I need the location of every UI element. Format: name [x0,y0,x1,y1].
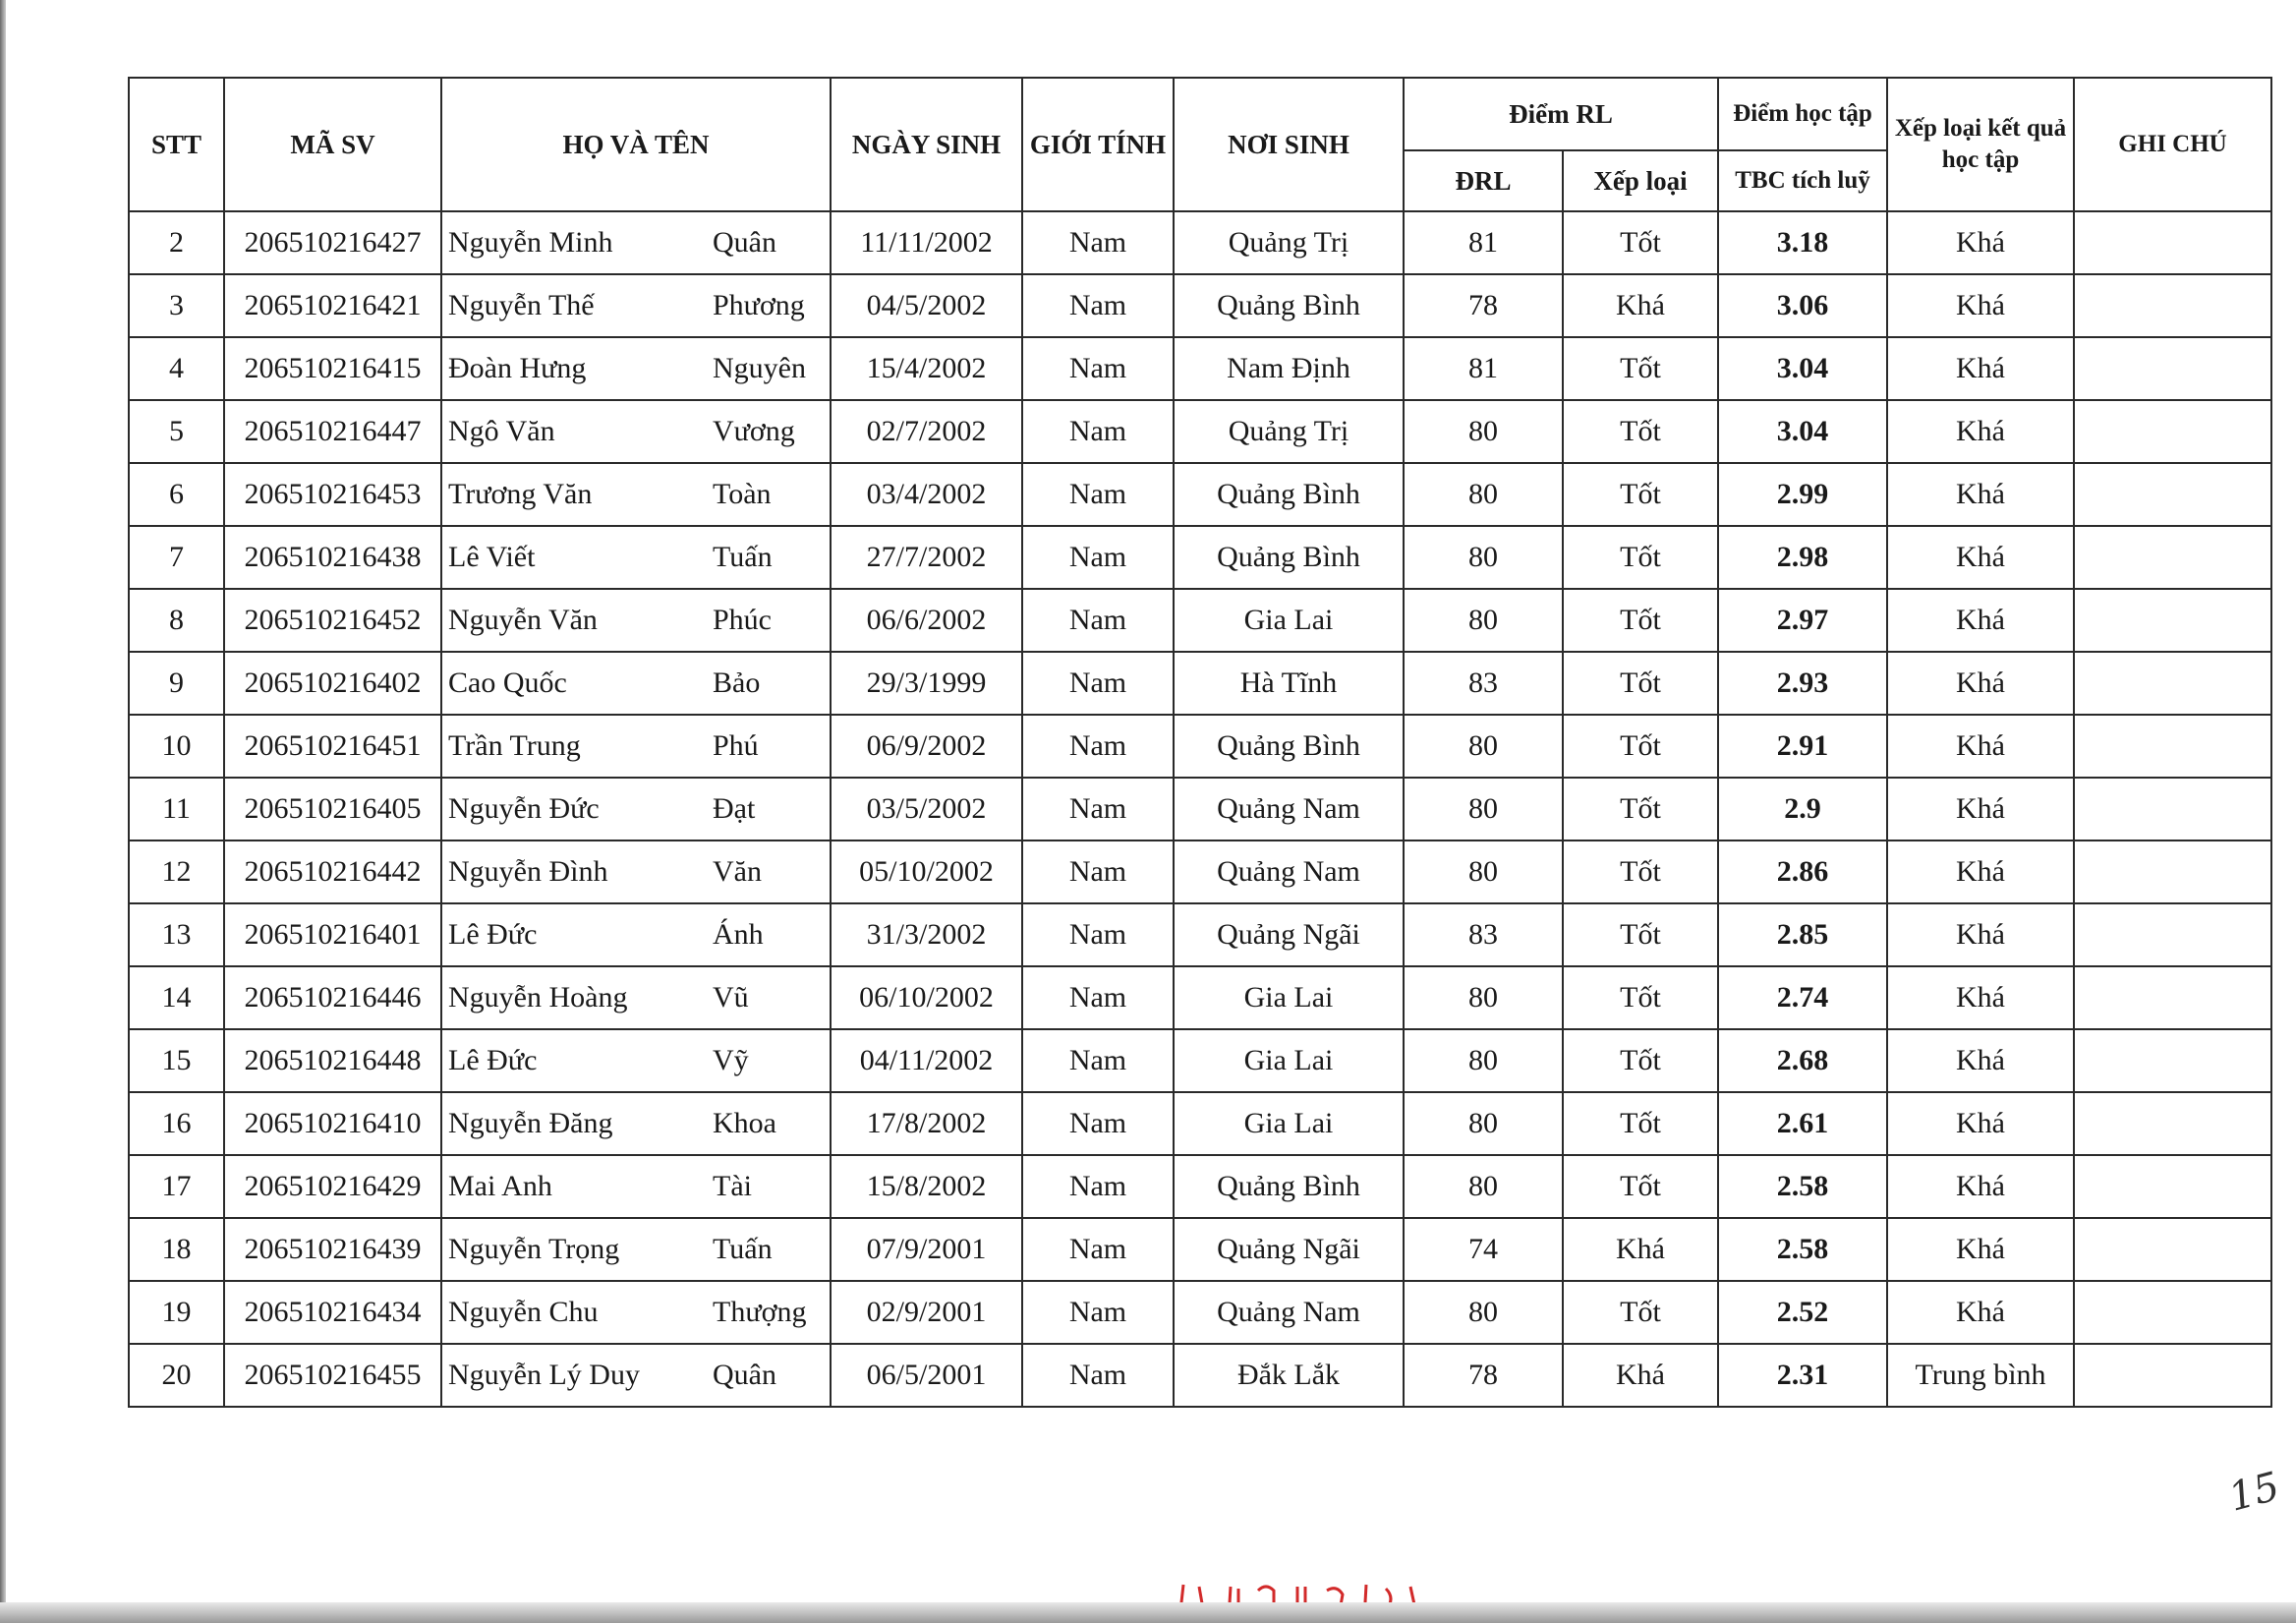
cell-ho-va-ten [441,1029,831,1092]
table-body [129,211,2271,1407]
student-given-name: Phú [713,729,759,762]
cell-ghi-chu [2074,274,2271,337]
student-family-name: Nguyễn Lý Duy [448,1359,640,1391]
cell-stt: 17 [129,1155,224,1218]
cell-drl: 80 [1404,589,1563,652]
cell-drl: 80 [1404,400,1563,463]
cell-gioi-tinh: Nam [1022,1029,1174,1092]
header-xep-loai: Xếp loại [1563,150,1718,211]
cell-ghi-chu [2074,1155,2271,1218]
cell-ma-sv: 206510216415 [224,337,441,400]
cell-tbc-tich-luy: 2.61 [1718,1092,1887,1155]
cell-ngay-sinh: 15/8/2002 [831,1155,1022,1218]
cell-xep-loai-rl: Tốt [1563,337,1718,400]
cell-ma-sv: 206510216434 [224,1281,441,1344]
cell-stt: 19 [129,1281,224,1344]
student-family-name: Nguyễn Văn [448,604,598,636]
cell-noi-sinh: Gia Lai [1174,966,1404,1029]
student-given-name: Phúc [713,604,772,636]
cell-ho-va-ten [441,1218,831,1281]
cell-xep-loai-ht: Khá [1887,903,2074,966]
cell-ho-va-ten [441,652,831,715]
cell-ngay-sinh: 27/7/2002 [831,526,1022,589]
cell-xep-loai-rl: Tốt [1563,1281,1718,1344]
cell-xep-loai-rl: Tốt [1563,589,1718,652]
cell-gioi-tinh: Nam [1022,463,1174,526]
cell-stt: 20 [129,1344,224,1407]
table-row [129,778,2271,840]
cell-noi-sinh: Hà Tĩnh [1174,652,1404,715]
cell-gioi-tinh: Nam [1022,274,1174,337]
student-given-name: Vỹ [713,1044,749,1076]
table-row [129,903,2271,966]
student-family-name: Trần Trung [448,729,581,762]
cell-ghi-chu [2074,966,2271,1029]
table-row [129,1092,2271,1155]
cell-xep-loai-ht: Khá [1887,400,2074,463]
header-ngay-sinh: NGÀY SINH [831,78,1022,211]
header-ma-sv: MÃ SV [224,78,441,211]
cell-ghi-chu [2074,337,2271,400]
cell-tbc-tich-luy: 2.58 [1718,1155,1887,1218]
table-row [129,211,2271,274]
cell-noi-sinh: Quảng Ngãi [1174,903,1404,966]
student-given-name: Quân [713,226,776,259]
cell-tbc-tich-luy: 3.04 [1718,337,1887,400]
cell-stt: 14 [129,966,224,1029]
cell-ngay-sinh: 06/9/2002 [831,715,1022,778]
cell-tbc-tich-luy: 2.91 [1718,715,1887,778]
cell-ma-sv: 206510216421 [224,274,441,337]
cell-tbc-tich-luy: 2.68 [1718,1029,1887,1092]
cell-xep-loai-ht: Khá [1887,1281,2074,1344]
cell-stt: 8 [129,589,224,652]
cell-noi-sinh: Nam Định [1174,337,1404,400]
cell-stt: 18 [129,1218,224,1281]
cell-xep-loai-rl: Tốt [1563,652,1718,715]
cell-drl: 80 [1404,526,1563,589]
cell-xep-loai-ht: Khá [1887,1029,2074,1092]
cell-gioi-tinh: Nam [1022,1218,1174,1281]
cell-ma-sv: 206510216429 [224,1155,441,1218]
student-family-name: Trương Văn [448,478,593,510]
cell-stt: 15 [129,1029,224,1092]
table-row [129,463,2271,526]
cell-drl: 80 [1404,778,1563,840]
cell-tbc-tich-luy: 3.18 [1718,211,1887,274]
table-row [129,1029,2271,1092]
cell-drl: 80 [1404,1155,1563,1218]
cell-ngay-sinh: 04/11/2002 [831,1029,1022,1092]
scan-edge-left [0,0,6,1623]
header-xep-loai-ket-qua: Xếp loại kết quả học tập [1887,78,2074,211]
cell-xep-loai-ht: Khá [1887,463,2074,526]
cell-ghi-chu [2074,652,2271,715]
cell-drl: 81 [1404,211,1563,274]
cell-ho-va-ten [441,715,831,778]
cell-ngay-sinh: 15/4/2002 [831,337,1022,400]
cell-ngay-sinh: 04/5/2002 [831,274,1022,337]
student-family-name: Nguyễn Đình [448,855,608,888]
cell-drl: 80 [1404,1092,1563,1155]
cell-gioi-tinh: Nam [1022,589,1174,652]
header-ghi-chu: GHI CHÚ [2074,78,2271,211]
header-tbc-tich-luy: TBC tích luỹ [1718,150,1887,211]
cell-xep-loai-ht: Khá [1887,840,2074,903]
header-drl: ĐRL [1404,150,1563,211]
cell-xep-loai-ht: Khá [1887,778,2074,840]
cell-gioi-tinh: Nam [1022,337,1174,400]
student-given-name: Tuấn [713,1233,773,1265]
cell-ngay-sinh: 05/10/2002 [831,840,1022,903]
cell-ngay-sinh: 02/9/2001 [831,1281,1022,1344]
cell-gioi-tinh: Nam [1022,1155,1174,1218]
cell-stt: 7 [129,526,224,589]
cell-xep-loai-rl: Tốt [1563,211,1718,274]
student-family-name: Đoàn Hưng [448,352,587,384]
cell-stt: 16 [129,1092,224,1155]
cell-noi-sinh: Quảng Trị [1174,211,1404,274]
cell-noi-sinh: Gia Lai [1174,1092,1404,1155]
cell-stt: 2 [129,211,224,274]
cell-tbc-tich-luy: 2.97 [1718,589,1887,652]
table-row [129,337,2271,400]
cell-noi-sinh: Quảng Bình [1174,1155,1404,1218]
cell-xep-loai-ht: Trung bình [1887,1344,2074,1407]
student-given-name: Phương [713,289,805,321]
cell-noi-sinh: Quảng Nam [1174,778,1404,840]
cell-ho-va-ten [441,966,831,1029]
header-diem-hoc-tap: Điểm học tập [1718,78,1887,150]
cell-ma-sv: 206510216439 [224,1218,441,1281]
cell-noi-sinh: Đắk Lắk [1174,1344,1404,1407]
cell-noi-sinh: Quảng Ngãi [1174,1218,1404,1281]
cell-drl: 80 [1404,1281,1563,1344]
cell-tbc-tich-luy: 2.52 [1718,1281,1887,1344]
cell-ngay-sinh: 06/6/2002 [831,589,1022,652]
cell-ngay-sinh: 29/3/1999 [831,652,1022,715]
cell-xep-loai-ht: Khá [1887,1218,2074,1281]
cell-ghi-chu [2074,463,2271,526]
student-family-name: Nguyễn Đức [448,792,600,825]
table-row [129,840,2271,903]
student-family-name: Lê Đức [448,918,538,951]
student-family-name: Nguyễn Hoàng [448,981,628,1014]
cell-xep-loai-ht: Khá [1887,337,2074,400]
cell-xep-loai-ht: Khá [1887,211,2074,274]
cell-ho-va-ten [441,337,831,400]
cell-stt: 11 [129,778,224,840]
cell-ma-sv: 206510216452 [224,589,441,652]
cell-ma-sv: 206510216451 [224,715,441,778]
cell-drl: 80 [1404,966,1563,1029]
table-row [129,1155,2271,1218]
cell-tbc-tich-luy: 2.98 [1718,526,1887,589]
student-family-name: Cao Quốc [448,667,567,699]
cell-xep-loai-rl: Tốt [1563,463,1718,526]
cell-xep-loai-rl: Tốt [1563,966,1718,1029]
cell-tbc-tich-luy: 2.58 [1718,1218,1887,1281]
table-row [129,589,2271,652]
table-row [129,274,2271,337]
cell-gioi-tinh: Nam [1022,211,1174,274]
student-family-name: Nguyễn Trọng [448,1233,620,1265]
student-given-name: Đạt [713,792,756,825]
cell-ngay-sinh: 03/4/2002 [831,463,1022,526]
cell-gioi-tinh: Nam [1022,778,1174,840]
cell-xep-loai-ht: Khá [1887,589,2074,652]
table-row [129,715,2271,778]
cell-drl: 80 [1404,463,1563,526]
student-given-name: Tài [713,1170,752,1202]
cell-ho-va-ten [441,778,831,840]
cell-noi-sinh: Quảng Bình [1174,715,1404,778]
cell-xep-loai-ht: Khá [1887,715,2074,778]
cell-gioi-tinh: Nam [1022,1092,1174,1155]
cell-xep-loai-rl: Tốt [1563,400,1718,463]
cell-gioi-tinh: Nam [1022,840,1174,903]
page-number: 15 [2223,1464,2284,1521]
cell-ngay-sinh: 06/5/2001 [831,1344,1022,1407]
student-family-name: Ngô Văn [448,415,555,447]
cell-drl: 78 [1404,1344,1563,1407]
header-stt: STT [129,78,224,211]
cell-xep-loai-rl: Tốt [1563,526,1718,589]
cell-noi-sinh: Quảng Trị [1174,400,1404,463]
cell-ma-sv: 206510216442 [224,840,441,903]
cell-noi-sinh: Quảng Bình [1174,463,1404,526]
cell-ghi-chu [2074,715,2271,778]
cell-drl: 81 [1404,337,1563,400]
student-given-name: Quân [713,1359,776,1391]
cell-ho-va-ten [441,589,831,652]
cell-ghi-chu [2074,778,2271,840]
cell-ghi-chu [2074,1344,2271,1407]
cell-xep-loai-rl: Tốt [1563,1029,1718,1092]
cell-tbc-tich-luy: 3.04 [1718,400,1887,463]
cell-tbc-tich-luy: 2.86 [1718,840,1887,903]
student-family-name: Lê Đức [448,1044,538,1076]
cell-tbc-tich-luy: 2.9 [1718,778,1887,840]
cell-gioi-tinh: Nam [1022,526,1174,589]
cell-xep-loai-rl: Khá [1563,274,1718,337]
cell-xep-loai-rl: Tốt [1563,840,1718,903]
cell-ghi-chu [2074,840,2271,903]
cell-stt: 13 [129,903,224,966]
cell-ho-va-ten [441,903,831,966]
student-family-name: Nguyễn Đăng [448,1107,613,1139]
cell-xep-loai-rl: Tốt [1563,1155,1718,1218]
cell-ma-sv: 206510216438 [224,526,441,589]
header-gioi-tinh: GIỚI TÍNH [1022,78,1174,211]
cell-noi-sinh: Quảng Nam [1174,840,1404,903]
cell-tbc-tich-luy: 3.06 [1718,274,1887,337]
cell-gioi-tinh: Nam [1022,1281,1174,1344]
cell-stt: 4 [129,337,224,400]
cell-noi-sinh: Gia Lai [1174,1029,1404,1092]
cell-ho-va-ten [441,400,831,463]
student-given-name: Bảo [713,667,761,699]
student-given-name: Vương [713,415,795,447]
cell-ho-va-ten [441,1281,831,1344]
cell-xep-loai-rl: Tốt [1563,903,1718,966]
cell-ma-sv: 206510216453 [224,463,441,526]
cell-xep-loai-ht: Khá [1887,966,2074,1029]
cell-ma-sv: 206510216427 [224,211,441,274]
cell-tbc-tich-luy: 2.31 [1718,1344,1887,1407]
cell-gioi-tinh: Nam [1022,903,1174,966]
cell-drl: 80 [1404,1029,1563,1092]
cell-ghi-chu [2074,1092,2271,1155]
cell-stt: 3 [129,274,224,337]
cell-gioi-tinh: Nam [1022,1344,1174,1407]
student-family-name: Nguyễn Thế [448,289,595,321]
cell-ma-sv: 206510216448 [224,1029,441,1092]
cell-ghi-chu [2074,211,2271,274]
cell-ghi-chu [2074,400,2271,463]
cell-stt: 9 [129,652,224,715]
table-row [129,1218,2271,1281]
student-family-name: Nguyễn Chu [448,1296,599,1328]
cell-noi-sinh: Quảng Nam [1174,1281,1404,1344]
cell-drl: 80 [1404,715,1563,778]
cell-ho-va-ten [441,211,831,274]
cell-ho-va-ten [441,1344,831,1407]
cell-tbc-tich-luy: 2.99 [1718,463,1887,526]
cell-drl: 74 [1404,1218,1563,1281]
cell-ngay-sinh: 03/5/2002 [831,778,1022,840]
student-given-name: Toàn [713,478,772,510]
student-given-name: Thượng [713,1296,807,1328]
cell-noi-sinh: Gia Lai [1174,589,1404,652]
table-row [129,400,2271,463]
cell-ho-va-ten [441,1155,831,1218]
cell-ma-sv: 206510216410 [224,1092,441,1155]
cell-ghi-chu [2074,903,2271,966]
student-given-name: Văn [713,855,762,888]
cell-drl: 78 [1404,274,1563,337]
cell-ngay-sinh: 06/10/2002 [831,966,1022,1029]
cell-ghi-chu [2074,1029,2271,1092]
student-family-name: Lê Viết [448,541,536,573]
cell-ma-sv: 206510216447 [224,400,441,463]
cell-ngay-sinh: 11/11/2002 [831,211,1022,274]
cell-ma-sv: 206510216405 [224,778,441,840]
cell-drl: 80 [1404,840,1563,903]
cell-xep-loai-ht: Khá [1887,1155,2074,1218]
cell-xep-loai-ht: Khá [1887,274,2074,337]
header-ho-va-ten: HỌ VÀ TÊN [441,78,831,211]
student-given-name: Tuấn [713,541,773,573]
cell-xep-loai-ht: Khá [1887,1092,2074,1155]
header-noi-sinh: NƠI SINH [1174,78,1404,211]
header-diem-rl: Điểm RL [1404,78,1718,150]
cell-gioi-tinh: Nam [1022,966,1174,1029]
student-results-table [128,77,2272,1408]
cell-gioi-tinh: Nam [1022,652,1174,715]
student-given-name: Nguyên [713,352,806,384]
cell-xep-loai-rl: Khá [1563,1344,1718,1407]
student-family-name: Nguyễn Minh [448,226,613,259]
table-header [129,78,2271,211]
cell-ma-sv: 206510216402 [224,652,441,715]
cell-ghi-chu [2074,526,2271,589]
table-row [129,966,2271,1029]
table-row [129,652,2271,715]
student-given-name: Khoa [713,1107,776,1139]
student-given-name: Vũ [713,981,749,1014]
cell-noi-sinh: Quảng Bình [1174,274,1404,337]
cell-ho-va-ten [441,463,831,526]
cell-ma-sv: 206510216401 [224,903,441,966]
cell-tbc-tich-luy: 2.93 [1718,652,1887,715]
header-row-1 [129,78,2271,150]
student-given-name: Ánh [713,918,764,951]
cell-noi-sinh: Quảng Bình [1174,526,1404,589]
cell-ma-sv: 206510216455 [224,1344,441,1407]
cell-ghi-chu [2074,1281,2271,1344]
cell-ho-va-ten [441,526,831,589]
table-row [129,1344,2271,1407]
cell-ngay-sinh: 07/9/2001 [831,1218,1022,1281]
cell-xep-loai-rl: Tốt [1563,715,1718,778]
cell-ma-sv: 206510216446 [224,966,441,1029]
scan-edge-bottom [0,1602,2296,1623]
cell-xep-loai-rl: Khá [1563,1218,1718,1281]
cell-tbc-tich-luy: 2.74 [1718,966,1887,1029]
cell-ghi-chu [2074,589,2271,652]
cell-gioi-tinh: Nam [1022,400,1174,463]
cell-tbc-tich-luy: 2.85 [1718,903,1887,966]
cell-xep-loai-rl: Tốt [1563,778,1718,840]
cell-ngay-sinh: 31/3/2002 [831,903,1022,966]
cell-xep-loai-ht: Khá [1887,652,2074,715]
cell-stt: 6 [129,463,224,526]
cell-ngay-sinh: 02/7/2002 [831,400,1022,463]
cell-gioi-tinh: Nam [1022,715,1174,778]
cell-ghi-chu [2074,1218,2271,1281]
student-family-name: Mai Anh [448,1170,552,1202]
cell-stt: 10 [129,715,224,778]
cell-ho-va-ten [441,1092,831,1155]
cell-stt: 12 [129,840,224,903]
cell-ho-va-ten [441,840,831,903]
cell-drl: 83 [1404,903,1563,966]
cell-ngay-sinh: 17/8/2002 [831,1092,1022,1155]
cell-xep-loai-ht: Khá [1887,526,2074,589]
cell-stt: 5 [129,400,224,463]
cell-drl: 83 [1404,652,1563,715]
table-row [129,1281,2271,1344]
table-row [129,526,2271,589]
cell-xep-loai-rl: Tốt [1563,1092,1718,1155]
cell-ho-va-ten [441,274,831,337]
